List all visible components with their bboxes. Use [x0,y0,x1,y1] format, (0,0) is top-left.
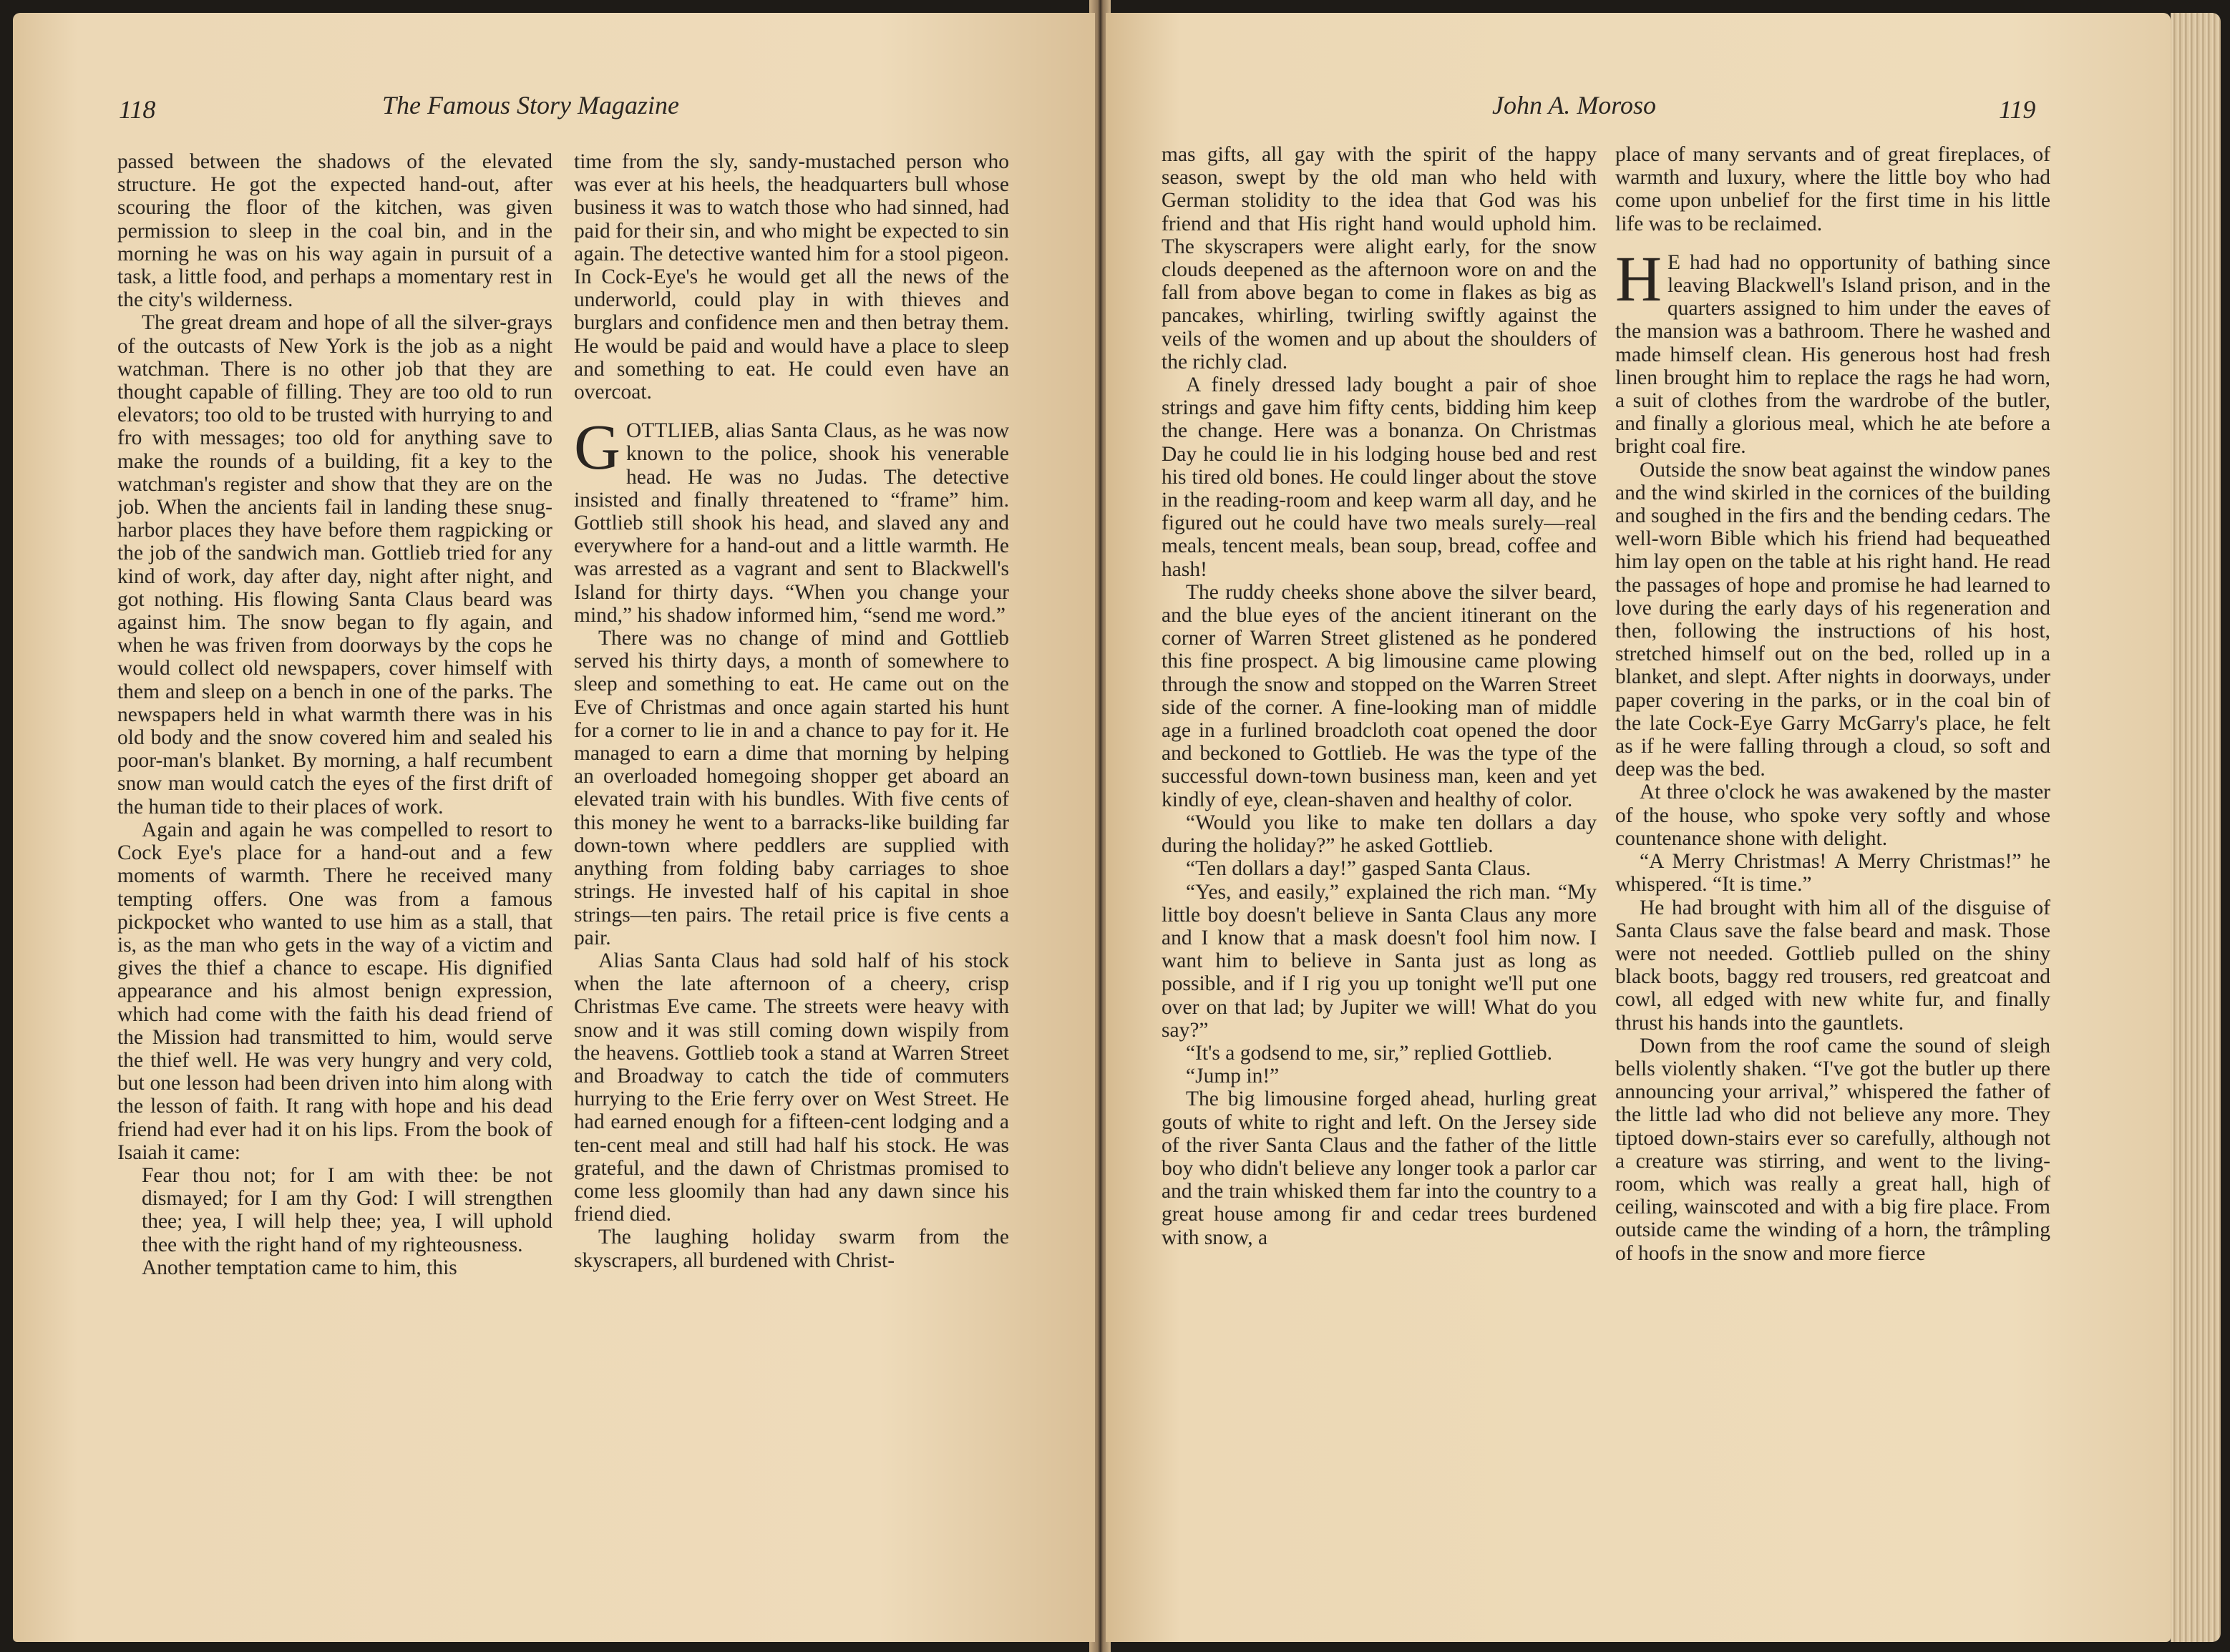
paragraph: Again and again he was compelled to resort to Cock Eye's place for a hand-out and a few moments of warmth. There he received many tempting offers. One was from a famous pickpocket who wanted to use him as a stall, that is, as the man who gets in the way of a victim and gives the thief a chance to escape. His dignified appearance and his almost benign expression, which had come with the faith his dead friend of the Mission had transmitted to him, would serve the thief well. He was very hungry and very cold, but one lesson had been driven into him along with the lesson of faith. It rang with hope and his dead friend had ever had it on his lips. From the book of Isaiah it came: [117,818,552,1164]
paragraph: mas gifts, all gay with the spirit of the happy season, swept by the old man who held with German stolidity to the idea that God was his friend and that His right hand would uphold him. The skyscrapers were alight early, for the snow clouds deepened as the afternoon wore on and the fall from above began to come in flakes as big as pancakes, whirling, twirling swiftly against the veils of the women and up about the shoulders of the richly clad. [1162,143,1597,373]
paragraph: “Jump in!” [1186,1065,1280,1088]
paragraph: The great dream and hope of all the silver-grays of the outcasts of New York is the job as a night watchman. There is no other job that they are thought capable of filling. They are too old to run elevators; too old to be trusted with hurrying to and fro with messages; too old for anything save to make the rounds of a building, fit a key to the watchman's register and show that they are on the job. When the ancients fail in landing these snug-harbor places they have before them ragpicking or the job of the sandwich man. Gottlieb tried for any kind of work, day after day, night after night, and got nothing. His flowing Santa Claus beard was against him. The snow began to fly again, and when he was friven from doorways by the cops he would collect old newspapers, cover himself with them and sleep on a bench in one of the parks. The newspapers held in what warmth there was in his old body and the snow covered him and sealed his poor-man's blanket. By morning, a half recumbent snow man would catch the eyes of the first drift of the human tide to their places of work. [117,311,552,818]
paragraph: “Would you like to make ten dollars a day during the holiday?” he asked Gottlieb. [1162,811,1597,858]
paragraph: Alias Santa Claus had sold half of his stock when the late afternoon of a cheery, crisp Christmas Eve came. The streets were heavy with snow and it was still coming down wispily from the heavens. Gottlieb took a stand at Warren Street and Broadway to catch the tide of commuters hurrying to the Erie ferry over on West Street. He had earned enough for a fifteen-cent lodging and a ten-cent meal and still had half his stock. He was grateful, and the dawn of Christmas promised to come less gloomily than had any dawn since his friend died. [574,949,1009,1226]
paragraph: “Ten dollars a day!” gasped Santa Claus. [1186,857,1532,881]
left-page [13,13,1095,1642]
paragraph: place of many servants and of great fireplaces, of warmth and luxury, where the little boy who had come upon unbelief for the first time in his little life was to be reclaimed. [1615,143,2050,235]
paragraph: A finely dressed lady bought a pair of shoe strings and gave him fifty cents, bidding him keep the change. Here was a bonanza. On Christmas Day he could lie in his lodging house bed and rest his tired old bones. He could linger about the stove in the reading-room and keep warm all day, and he figured out he could have two meals surely—real meals, tencent meals, bean soup, bread, coffee and hash! [1162,373,1597,581]
drop-cap: G [574,412,620,484]
paragraph: Another temptation came to him, this [142,1256,457,1279]
running-head-right: John A. Moroso [1492,91,1656,119]
paragraph: Down from the roof came the sound of sleigh bells violently shaken. “I've got the butler up there announcing your arrival,” whispered the father of the little lad who did not believe any more. They tiptoed down-stairs ever so carefully, although not a creature was stirring, and went to the living-room, which was really a great hall, high of ceiling, wainscoted and with a big fire place. From outside came the winding of a horn, the trâmpling of hoofs in the snow and more fierce [1615,1034,2050,1265]
page-number-right: 119 [1999,95,2036,124]
paragraph: time from the sly, sandy-mustached person who was ever at his heels, the headquarters bull whose business it was to watch those who had sinned, had paid for their sin, and who might be expected to sin again. The detective wanted him for a stool pigeon. In Cock-Eye's he would get all the news of the underworld, could play in with thieves and burglars and confidence men and then betray them. He would be paid and would have a place to sleep and something to eat. He could even have an overcoat. [574,150,1009,404]
paragraph: “Yes, and easily,” explained the rich man. “My little boy doesn't believe in Santa Claus any more and I know that a mask doesn't fool him now. I want him to believe in Santa just as long as possible, and if I rig you up tonight we'll put one over on that lad; by Jupiter we will! What do you say?” [1162,880,1597,1042]
paragraph: The big limousine forged ahead, hurling great gouts of white to right and left. On the Jersey side of the river Santa Claus and the father of the little boy who didn't believe any longer took a parlor car and the train whisked them far into the country to a great house among fir and cedar trees burdened with snow, a [1162,1088,1597,1249]
right-page [1106,13,2171,1642]
drop-cap: H [1615,243,1662,315]
paragraph: passed between the shadows of the elevated structure. He got the expected hand-out, after scouring the floor of the kitchen, was given permission to sleep in the coal bin, and in the morning he was on his way again in pursuit of a task, a little food, and perhaps a momentary rest in the city's wilderness. [117,150,552,312]
paragraph: “A Merry Christmas! A Merry Christmas!” he whispered. “It is time.” [1615,850,2050,896]
column-4 [1615,143,2050,1265]
paragraph: “It's a godsend to me, sir,” replied Gottlieb. [1186,1041,1553,1065]
scripture-quote: Fear thou not; for I am with thee: be not dismayed; for I am thy God: I will strengthen thee; yea, I will help thee; yea, I will uphold thee with the right hand of my righteousness. [142,1163,552,1256]
page-edges [2171,13,2221,1642]
paragraph: There was no change of mind and Gottlieb served his thirty days, a month of somewhere to sleep and something to eat. He came out on the Eve of Christmas and once again started his hunt for a corner to lie in and a chance to pay for it. He managed to earn a dime that morning by helping an overloaded homegoing shopper get aboard an elevated train with his bundles. With five cents of this money he went to a barracks-like building far down-town where peddlers are supplied with anything from folding baby carriages to shoe strings. He invested half of his capital in shoe strings—ten pairs. The retail price is five cents a pair. [574,627,1009,949]
section-opening: GOTTLIEB, alias Santa Claus, as he was now known to the police, shook his venerable head. He was no Judas. The detective insisted and finally threatened to “frame” him. Gottlieb still shook his head, and slaved any and everywhere for a hand-out and a little warmth. He was arrested as a vagrant and sent to Blackwell's Island for thirty days. “When you change your mind,” his shadow informed him, “send me word.” [574,412,1009,627]
section-opening: H E had had no opportunity of bathing since leaving Blackwell's Island prison, and in the quarters assigned to him under the eaves of the mansion was a bathroom. There he washed and made himself clean. His generous host had fresh linen brought him to replace the rags he had worn, a suit of clothes from the wardrobe of the butler, and finally a glorious meal, which he ate before a bright coal fire. [1615,243,2050,459]
paragraph: The ruddy cheeks shone above the silver beard, and the blue eyes of the ancient itinerant on the corner of Warren Street glistened as he pondered this fine prospect. A big limousine came plowing through the snow and stopped on the Warren Street side of the corner. A fine-looking man of middle age in a furlined broadcloth coat opened the door and beckoned to Gottlieb. He was the type of the successful down-town business man, keen and yet kindly of eye, clean-shaven and healthy of color. [1162,580,1597,811]
page-number-left: 118 [119,95,156,124]
paragraph: Outside the snow beat against the window panes and the wind skirled in the cornices of the building and soughed in the firs and the bending cedars. The well-worn Bible which his friend had bequeathed him lay open on the table at his right hand. He read the passages of hope and promise he had learned to love during the early days of his regeneration and then, following the instructions of his host, stretched himself out on the bed, rolled up in a blanket, and slept. After nights in doorways, under paper covering in the parks, or in the coal bin of the late Cock-Eye Garry McGarry's place, he felt as if he were falling through a cloud, so soft and deep was the bed. [1615,458,2050,781]
paragraph: At three o'clock he was awakened by the master of the house, who spoke very softly and whose countenance shone with delight. [1615,781,2050,850]
paragraph: The laughing holiday swarm from the skyscrapers, all burdened with Christ- [574,1226,1009,1272]
column-1 [117,150,552,1279]
paragraph: He had brought with him all of the disguise of Santa Claus save the false beard and mask. Those were not needed. Gottlieb pulled on the shiny black boots, baggy red trousers, red greatcoat and cowl, all edged with new white fur, and finally thrust his hands into the gauntlets. [1615,896,2050,1035]
column-2 [574,150,1009,1272]
running-head-left: The Famous Story Magazine [382,91,679,119]
column-3 [1162,143,1597,1249]
